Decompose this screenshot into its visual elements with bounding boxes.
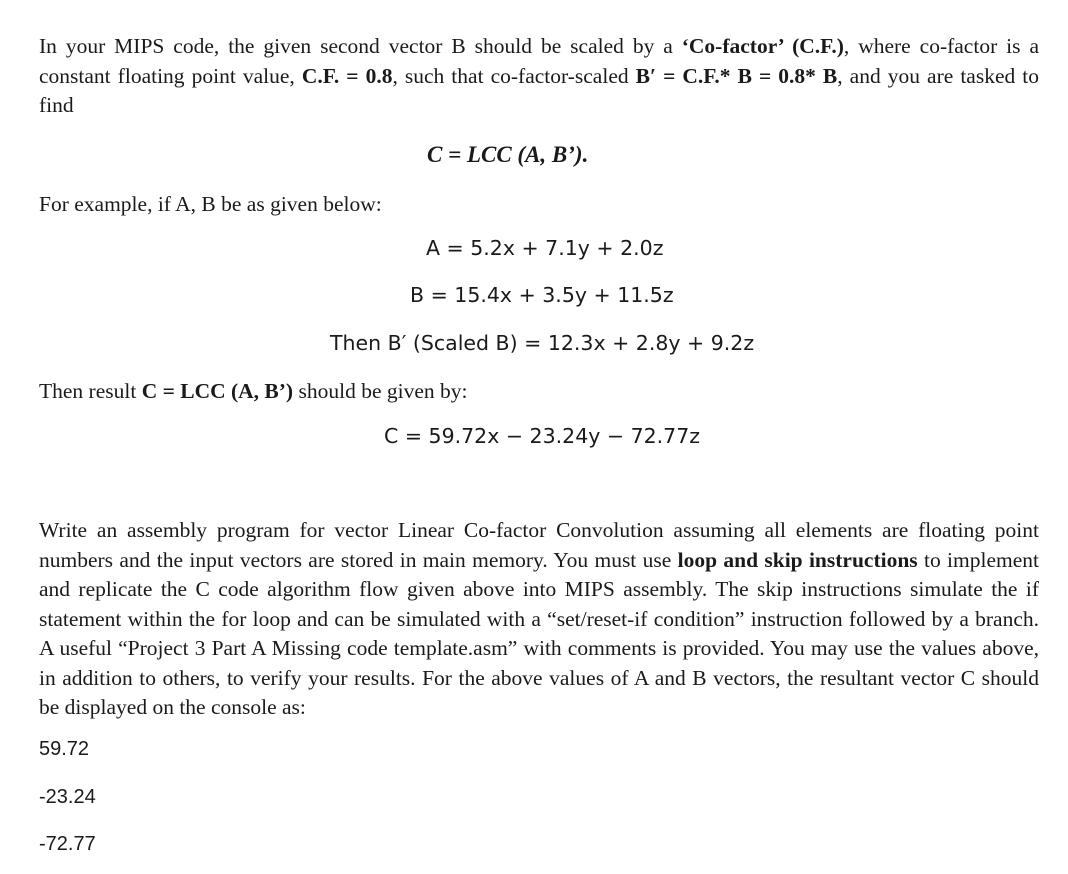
- intro-text-2: , where co-factor is a constant floating point value,: [39, 34, 1039, 88]
- loop-skip-instructions: loop and skip instructions: [677, 547, 918, 572]
- result-text-1: Then result: [39, 379, 142, 403]
- cofactor-value: C.F. = 0.8: [301, 63, 393, 88]
- equation-b: B = 15.4x + 3.5y + 11.5z: [410, 283, 674, 307]
- task-text-1: Write an assembly program for vector Linear Co-factor Convolution assuming all elements are floating point numbers and the input vectors are stored in main memory. You must use: [39, 518, 1039, 572]
- task-text-2: to implement and replicate the C code algorithm flow given above into MIPS assembly. The skip instructions simulate the if statement within the for loop and can be simulated with a “set/reset-if condition” instruction followed by a branch. A useful “Project 3 Part A Missing code template.asm” with comments is provided. You may use the values above, in addition to others, to verify your results. For the above values of A and B vectors, the resultant vector C should be displayed on the console as:: [39, 547, 1040, 719]
- output-value-3: -72.77: [39, 833, 96, 855]
- example-intro: For example, if A, B be as given below:: [39, 192, 382, 216]
- cofactor-term: ‘Co-factor’ (C.F.): [681, 34, 844, 58]
- intro-text-1: In your MIPS code, the given second vector B should be scaled by a: [39, 34, 682, 58]
- result-text-2: should be given by:: [293, 379, 468, 403]
- output-value-2: -23.24: [39, 786, 96, 808]
- output-value-1: 59.72: [39, 738, 90, 760]
- intro-text-3: , such that co-factor-scaled: [392, 63, 636, 88]
- equation-c: C = 59.72x − 23.24y − 72.77z: [384, 424, 701, 448]
- equation-a: A = 5.2x + 7.1y + 2.0z: [426, 236, 664, 260]
- result-equation: C = LCC (A, B’): [141, 379, 294, 403]
- result-intro: [39, 377, 1039, 407]
- scaled-b-definition: B′ = C.F.* B = 0.8* B: [635, 63, 838, 88]
- intro-text-4: , and you are tasked to find: [39, 63, 1040, 117]
- task-paragraph: [39, 516, 1039, 723]
- main-equation: C = LCC (A, B’).: [427, 142, 589, 167]
- intro-paragraph: [39, 32, 1039, 121]
- equation-b-scaled: Then B′ (Scaled B) = 12.3x + 2.8y + 9.2z: [330, 331, 755, 355]
